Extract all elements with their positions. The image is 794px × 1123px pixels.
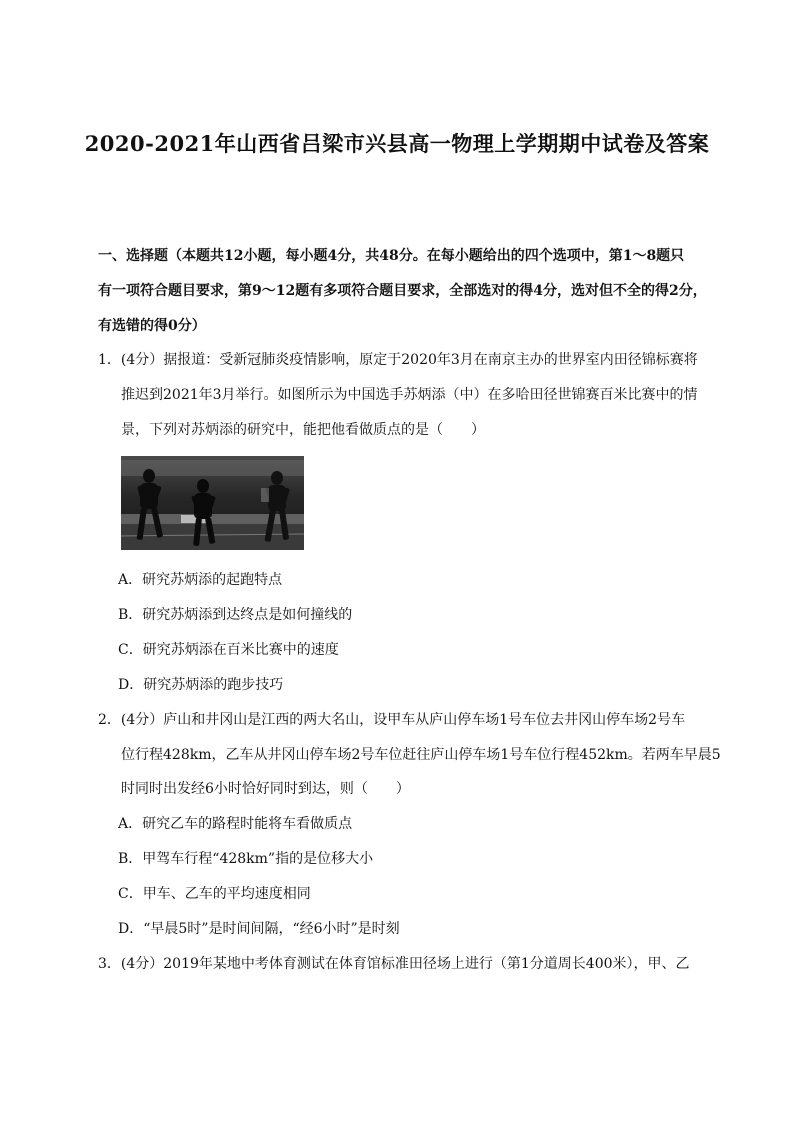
- page-title: 2020-2021年山西省吕梁市兴县高一物理上学期期中试卷及答案: [84, 131, 710, 156]
- q1-stem-line-3: 景，下列对苏炳添的研究中，能把他看做质点的是（ ）: [121, 422, 485, 438]
- q2-option-b: B．甲驾车行程“428km”指的是位移大小: [118, 851, 374, 867]
- sprinters-photo: [121, 456, 304, 550]
- q3-stem-line-1: 3．(4分）2019年某地中考体育测试在体育馆标准田径场上进行（第1分道周长400米），甲、乙: [98, 956, 690, 972]
- sprinters-photo-graphic: [121, 456, 304, 550]
- section-heading-line-1: 一、选择题（本题共12小题，每小题4分，共48分。在每小题给出的四个选项中，第1～8题只: [98, 248, 685, 264]
- q1-stem-line-2: 推迟到2021年3月举行。如图所示为中国选手苏炳添（中）在多哈田径世锦赛百米比赛中的情: [121, 387, 698, 403]
- q2-stem-line-2: 位行程428km，乙车从井冈山停车场2号车位赶往庐山停车场1号车位行程452km。若两车早晨5: [121, 747, 721, 763]
- section-heading-line-2: 有一项符合题目要求，第9～12题有多项符合题目要求，全部选对的得4分，选对但不全的得2分，: [98, 283, 707, 299]
- q1-stem-line-1: 1．(4分）据报道：受新冠肺炎疫情影响，原定于2020年3月在南京主办的世界室内田径锦标赛将: [98, 352, 698, 368]
- section-heading-line-3: 有选错的得0分）: [98, 318, 206, 334]
- q1-option-b: B．研究苏炳添到达终点是如何撞线的: [118, 607, 353, 623]
- q2-stem-line-1: 2．(4分）庐山和井冈山是江西的两大名山，设甲车从庐山停车场1号车位去井冈山停车场2号车: [98, 712, 686, 728]
- q2-option-c: C．甲车、乙车的平均速度相同: [118, 886, 311, 902]
- q1-option-c: C．研究苏炳添在百米比赛中的速度: [118, 642, 339, 658]
- q2-stem-line-3: 时同时出发经6小时恰好同时到达，则（ ）: [121, 781, 410, 797]
- q1-option-a: A．研究苏炳添的起跑特点: [118, 572, 283, 588]
- q2-option-d: D．“早晨5时”是时间间隔，“经6小时”是时刻: [118, 921, 400, 937]
- q1-option-d: D．研究苏炳添的跑步技巧: [118, 677, 284, 693]
- q2-option-a: A．研究乙车的路程时能将车看做质点: [118, 816, 353, 832]
